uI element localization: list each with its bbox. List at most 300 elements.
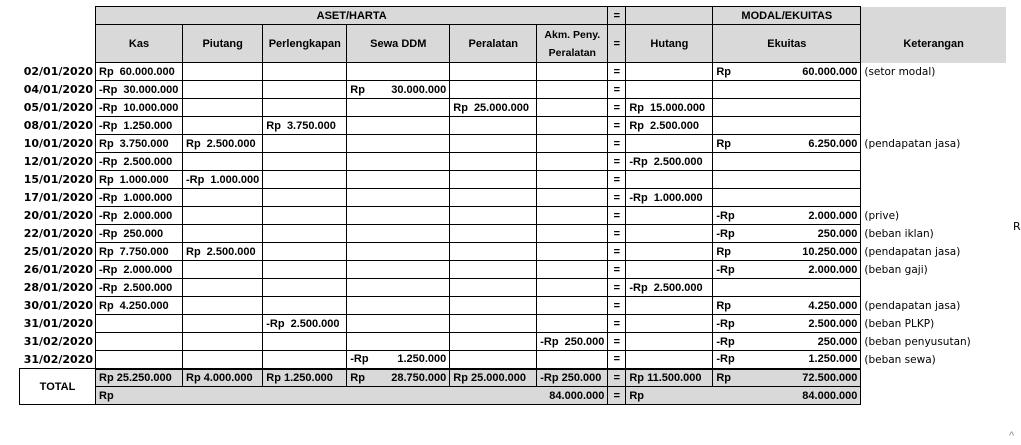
cell-sewa[interactable] [347, 279, 450, 297]
equals-cell: = [608, 333, 626, 351]
currency-label: Rp [99, 173, 114, 186]
row-date[interactable]: 31/02/2020 [23, 335, 93, 348]
currency-label: Rp [629, 119, 645, 132]
cell-hutang[interactable] [626, 315, 713, 333]
cell-ekuitas[interactable] [713, 171, 861, 189]
cell-akm[interactable] [537, 81, 608, 99]
row-date[interactable]: 31/02/2020 [23, 352, 93, 366]
cell-akm[interactable] [537, 351, 608, 369]
cell-perl[interactable] [263, 243, 347, 261]
cell-piutang[interactable] [183, 351, 263, 369]
cell-sewa[interactable] [347, 153, 450, 171]
equals-cell: = [608, 153, 626, 171]
cell-piutang[interactable] [183, 279, 263, 297]
row-note[interactable]: (beban iklan) [864, 227, 934, 240]
amount-value: 7.750.000 [119, 245, 169, 258]
cell-akm[interactable] [537, 153, 608, 171]
amount-value: 60.000.000 [119, 65, 175, 78]
cell-peralatan[interactable] [450, 135, 537, 153]
table-row [20, 351, 1006, 369]
grand-total-row [20, 387, 1006, 405]
amount-value: 250.000 [817, 227, 858, 240]
row-note[interactable]: (beban gaji) [864, 263, 928, 276]
currency-label: -Rp [629, 155, 648, 168]
cell-sewa[interactable] [347, 207, 450, 225]
cell-piutang[interactable] [183, 333, 263, 351]
cell-perl[interactable] [263, 99, 347, 117]
grand-total-assets[interactable] [96, 387, 608, 405]
equals-cell: = [608, 279, 626, 297]
total-hutang[interactable]: Rp 11.500.000 [626, 369, 713, 387]
cell-ekuitas[interactable] [713, 351, 861, 369]
amount-value: 2.000.000 [123, 209, 173, 222]
amount-value: 4.250.000 [808, 299, 858, 312]
cell-ekuitas[interactable] [713, 117, 861, 135]
currency-label: Rp [629, 101, 645, 114]
row-note[interactable]: (prive) [864, 209, 900, 222]
amount-value: 84.000.000 [802, 389, 858, 402]
cell-kas[interactable] [96, 351, 183, 369]
cell-akm[interactable] [537, 189, 608, 207]
amount-value: 1.250.000 [123, 119, 173, 132]
currency-label: Rp [186, 137, 201, 150]
cell-ekuitas[interactable] [713, 135, 861, 153]
currency-label: Rp [99, 245, 114, 258]
table-row [20, 243, 1006, 261]
cell-akm[interactable] [537, 63, 608, 81]
cell-peralatan[interactable] [450, 207, 537, 225]
table-row [20, 171, 1006, 189]
grand-total-equals[interactable]: = [608, 387, 626, 405]
cell-piutang[interactable] [183, 243, 263, 261]
col-piutang: Piutang [183, 25, 263, 63]
amount-value: 3.750.000 [286, 119, 336, 132]
col-hutang: Hutang [626, 25, 713, 63]
amount-value: 2.500.000 [206, 245, 256, 258]
cell-hutang[interactable] [626, 297, 713, 315]
cell-sewa[interactable] [347, 81, 450, 99]
col-akm-peny: Akm. Peny. Peralatan [537, 25, 608, 63]
cell-hutang[interactable] [626, 99, 713, 117]
amount-value: 15.000.000 [650, 101, 706, 114]
cell-akm[interactable] [537, 207, 608, 225]
cell-perl[interactable] [263, 225, 347, 243]
scroll-up-icon[interactable]: ^ [1009, 430, 1015, 442]
currency-label: -Rp [186, 173, 205, 186]
amount-value: 1.250.000 [808, 353, 858, 366]
row-note[interactable]: (beban sewa) [864, 353, 936, 366]
currency-label: -Rp [716, 335, 735, 348]
cell-peralatan[interactable] [450, 225, 537, 243]
cell-piutang[interactable] [183, 261, 263, 279]
cell-hutang[interactable] [626, 279, 713, 297]
cell-ekuitas[interactable] [713, 243, 861, 261]
row-date[interactable]: 17/01/2020 [23, 191, 93, 204]
row-date[interactable]: 05/01/2020 [23, 101, 93, 114]
amount-value: 2.500.000 [653, 155, 703, 168]
cell-ekuitas[interactable] [713, 261, 861, 279]
amount-value: 84.000.000 [549, 389, 605, 402]
modal-header: MODAL/EKUITAS [713, 7, 861, 25]
amount-value: 250.000 [564, 335, 605, 348]
row-note[interactable]: (pendapatan jasa) [864, 245, 961, 258]
cell-akm[interactable] [537, 243, 608, 261]
cell-hutang[interactable] [626, 117, 713, 135]
cell-kas[interactable] [96, 153, 183, 171]
cell-kas[interactable] [96, 243, 183, 261]
equals-cell: = [608, 171, 626, 189]
cell-piutang[interactable] [183, 315, 263, 333]
grand-total-liabilities-equity[interactable] [626, 387, 861, 405]
equals-cell: = [608, 261, 626, 279]
cell-kas[interactable] [96, 297, 183, 315]
equals-cell: = [608, 189, 626, 207]
cell-peralatan[interactable] [450, 81, 537, 99]
currency-label: -Rp [716, 317, 735, 330]
amount-value: 10.000.000 [123, 101, 179, 114]
cell-hutang[interactable] [626, 189, 713, 207]
cell-akm[interactable] [537, 297, 608, 315]
currency-label: Rp [99, 299, 114, 312]
currency-label: -Rp [99, 155, 118, 168]
cell-akm[interactable] [537, 171, 608, 189]
cell-perl[interactable] [263, 207, 347, 225]
total-equals[interactable]: = [608, 369, 626, 387]
currency-label: Rp [350, 83, 365, 96]
cell-peralatan[interactable] [450, 315, 537, 333]
cell-peralatan[interactable] [450, 279, 537, 297]
amount-value: 3.750.000 [119, 137, 169, 150]
total-kas[interactable]: Rp 25.250.000 [96, 369, 183, 387]
cell-hutang[interactable] [626, 171, 713, 189]
cell-peralatan[interactable] [450, 153, 537, 171]
row-date[interactable]: 02/01/2020 [23, 65, 93, 78]
table-row [20, 135, 1006, 153]
currency-label: -Rp [99, 101, 118, 114]
table-row [20, 315, 1006, 333]
row-note[interactable]: (pendapatan jasa) [864, 137, 961, 150]
amount-value: 1.000.000 [119, 173, 169, 186]
cell-ekuitas[interactable] [713, 333, 861, 351]
col-keterangan: Keterangan [861, 25, 1006, 63]
cell-sewa[interactable] [347, 135, 450, 153]
cell-sewa[interactable] [347, 261, 450, 279]
cell-akm[interactable] [537, 315, 608, 333]
currency-label: -Rp [99, 227, 118, 240]
currency-label: Rp [716, 65, 732, 78]
table-row [20, 297, 1006, 315]
row-note[interactable] [861, 81, 1006, 99]
currency-label: Rp [99, 137, 114, 150]
currency-label: Rp [99, 389, 114, 402]
currency-label: -Rp [99, 119, 118, 132]
row-date[interactable]: 08/01/2020 [23, 119, 93, 132]
cell-akm[interactable] [537, 135, 608, 153]
cell-akm[interactable] [537, 261, 608, 279]
cell-perl[interactable] [263, 171, 347, 189]
cell-peralatan[interactable] [450, 63, 537, 81]
row-date[interactable]: 15/01/2020 [23, 173, 93, 186]
amount-value: 250.000 [817, 335, 858, 348]
header-row-1 [20, 7, 1006, 25]
equals-cell: = [608, 351, 626, 369]
col-ekuitas: Ekuitas [713, 25, 861, 63]
cell-perl[interactable] [263, 297, 347, 315]
currency-label: -Rp [716, 353, 735, 366]
cell-peralatan[interactable] [450, 351, 537, 369]
cell-peralatan[interactable] [450, 243, 537, 261]
table-row [20, 225, 1006, 243]
currency-label: -Rp [540, 335, 559, 348]
cell-peralatan[interactable] [450, 189, 537, 207]
row-note[interactable] [861, 171, 1006, 189]
cell-kas[interactable] [96, 315, 183, 333]
row-note[interactable] [861, 99, 1006, 117]
header-row-2 [20, 25, 1006, 63]
row-note[interactable]: (beban PLKP) [864, 317, 935, 330]
cell-kas[interactable] [96, 135, 183, 153]
currency-label: -Rp [629, 191, 648, 204]
col-peralatan: Peralatan [450, 25, 537, 63]
row-date[interactable]: 31/01/2020 [23, 317, 93, 330]
row-date[interactable]: 22/01/2020 [23, 227, 93, 240]
cell-akm[interactable] [537, 333, 608, 351]
row-note[interactable] [861, 279, 1006, 297]
cell-hutang[interactable] [626, 261, 713, 279]
total-label: TOTAL [20, 369, 96, 405]
cell-sewa[interactable] [347, 171, 450, 189]
cell-kas[interactable] [96, 171, 183, 189]
col-kas: Kas [96, 25, 183, 63]
cell-ekuitas[interactable] [713, 81, 861, 99]
row-date[interactable]: 25/01/2020 [23, 245, 93, 258]
cell-sewa[interactable] [347, 99, 450, 117]
cell-perl[interactable] [263, 81, 347, 99]
cell-peralatan[interactable] [450, 297, 537, 315]
cell-kas[interactable] [96, 99, 183, 117]
amount-value: 4.250.000 [119, 299, 169, 312]
cell-ekuitas[interactable] [713, 153, 861, 171]
table-row [20, 207, 1006, 225]
cell-hutang[interactable] [626, 351, 713, 369]
cell-sewa[interactable] [347, 189, 450, 207]
cell-ekuitas[interactable] [713, 279, 861, 297]
cell-peralatan[interactable] [450, 261, 537, 279]
equals-header: = [608, 7, 626, 25]
row-date[interactable]: 10/01/2020 [23, 137, 93, 150]
table-row [20, 261, 1006, 279]
cell-perl[interactable] [263, 279, 347, 297]
currency-label: Rp [453, 101, 468, 114]
cell-piutang[interactable] [183, 297, 263, 315]
ledger-table [19, 6, 1006, 405]
equals-cell: = [608, 207, 626, 225]
row-note[interactable]: (pendapatan jasa) [864, 299, 961, 312]
total-ekuitas[interactable] [713, 369, 861, 387]
amount-value: 30.000.000 [391, 83, 447, 96]
amount-value: 2.500.000 [650, 119, 699, 132]
amount-value: 6.250.000 [808, 137, 858, 150]
stray-cell-text: R [1013, 220, 1021, 233]
row-note[interactable]: (setor modal) [864, 65, 936, 78]
currency-label: -Rp [716, 209, 735, 222]
row-date[interactable]: 30/01/2020 [23, 299, 93, 312]
total-sewa[interactable] [347, 369, 450, 387]
cell-perl[interactable] [263, 351, 347, 369]
amount-value: 2.500.000 [653, 281, 703, 294]
cell-sewa[interactable] [347, 351, 450, 369]
table-row [20, 99, 1006, 117]
cell-kas[interactable] [96, 279, 183, 297]
equals-cell: = [608, 225, 626, 243]
cell-peralatan[interactable] [450, 99, 537, 117]
cell-hutang[interactable] [626, 225, 713, 243]
cell-akm[interactable] [537, 99, 608, 117]
equals-cell: = [608, 99, 626, 117]
total-peralatan[interactable]: Rp 25.000.000 [450, 369, 537, 387]
cell-sewa[interactable] [347, 243, 450, 261]
cell-kas[interactable] [96, 189, 183, 207]
cell-piutang[interactable] [183, 171, 263, 189]
amount-value: 10.250.000 [802, 245, 858, 258]
amount-value: 2.500.000 [290, 317, 340, 330]
cell-kas[interactable] [96, 207, 183, 225]
cell-perl[interactable] [263, 153, 347, 171]
amount-value: 2.500.000 [808, 317, 858, 330]
cell-piutang[interactable] [183, 63, 263, 81]
cell-hutang[interactable] [626, 333, 713, 351]
col-perlengkapan: Perlengkapan [263, 25, 347, 63]
cell-kas[interactable] [96, 63, 183, 81]
cell-akm[interactable] [537, 117, 608, 135]
currency-label: -Rp [99, 83, 118, 96]
cell-hutang[interactable] [626, 153, 713, 171]
cell-sewa[interactable] [347, 225, 450, 243]
table-row [20, 117, 1006, 135]
cell-ekuitas[interactable] [713, 225, 861, 243]
cell-hutang[interactable] [626, 135, 713, 153]
cell-perl[interactable] [263, 63, 347, 81]
cell-hutang[interactable] [626, 81, 713, 99]
row-note[interactable]: (beban penyusutan) [864, 335, 971, 348]
cell-peralatan[interactable] [450, 171, 537, 189]
row-date[interactable]: 12/01/2020 [23, 155, 93, 168]
cell-piutang[interactable] [183, 225, 263, 243]
total-piutang[interactable]: Rp 4.000.000 [183, 369, 263, 387]
cell-perl[interactable] [263, 261, 347, 279]
amount-value: 1.000.000 [123, 191, 173, 204]
cell-perl[interactable] [263, 315, 347, 333]
cell-sewa[interactable] [347, 315, 450, 333]
cell-perl[interactable] [263, 333, 347, 351]
row-note[interactable] [861, 189, 1006, 207]
col-equals: = [608, 25, 626, 63]
cell-piutang[interactable] [183, 135, 263, 153]
currency-label: -Rp [99, 209, 118, 222]
currency-label: Rp [99, 65, 114, 78]
row-note[interactable] [861, 153, 1006, 171]
currency-label: -Rp [716, 263, 735, 276]
table-row [20, 279, 1006, 297]
cell-akm[interactable] [537, 225, 608, 243]
currency-label: Rp [350, 371, 365, 384]
equals-cell: = [608, 81, 626, 99]
cell-piutang[interactable] [183, 207, 263, 225]
cell-hutang[interactable] [626, 243, 713, 261]
table-row [20, 189, 1006, 207]
cell-kas[interactable] [96, 117, 183, 135]
equals-cell: = [608, 117, 626, 135]
equals-cell: = [608, 63, 626, 81]
cell-ekuitas[interactable] [713, 99, 861, 117]
currency-label: Rp [266, 119, 281, 132]
total-akm[interactable]: -Rp 250.000 [537, 369, 608, 387]
equals-cell: = [608, 297, 626, 315]
cell-ekuitas[interactable] [713, 207, 861, 225]
cell-sewa[interactable] [347, 63, 450, 81]
row-date[interactable]: 26/01/2020 [23, 263, 93, 276]
amount-value: 2.000.000 [808, 209, 858, 222]
row-note[interactable] [861, 117, 1006, 135]
table-row [20, 63, 1006, 81]
amount-value: 1.250.000 [397, 353, 447, 366]
amount-value: 2.500.000 [206, 137, 256, 150]
cell-ekuitas[interactable] [713, 63, 861, 81]
equals-cell: = [608, 135, 626, 153]
cell-kas[interactable] [96, 225, 183, 243]
cell-ekuitas[interactable] [713, 189, 861, 207]
cell-perl[interactable] [263, 117, 347, 135]
amount-value: 2.000.000 [808, 263, 858, 276]
cell-hutang[interactable] [626, 63, 713, 81]
cell-piutang[interactable] [183, 153, 263, 171]
cell-kas[interactable] [96, 81, 183, 99]
cell-sewa[interactable] [347, 297, 450, 315]
currency-label: Rp [716, 299, 732, 312]
total-perlengkapan[interactable]: Rp 1.250.000 [263, 369, 347, 387]
amount-value: 30.000.000 [123, 83, 179, 96]
row-date[interactable]: 28/01/2020 [23, 281, 93, 294]
row-date[interactable]: 20/01/2020 [23, 209, 93, 222]
amount-value: 2.500.000 [123, 155, 173, 168]
cell-perl[interactable] [263, 189, 347, 207]
amount-value: 2.000.000 [123, 263, 173, 276]
cell-piutang[interactable] [183, 117, 263, 135]
cell-ekuitas[interactable] [713, 315, 861, 333]
cell-sewa[interactable] [347, 117, 450, 135]
cell-sewa[interactable] [347, 333, 450, 351]
cell-kas[interactable] [96, 261, 183, 279]
total-row [20, 369, 1006, 387]
cell-akm[interactable] [537, 279, 608, 297]
amount-value: 25.000.000 [473, 101, 529, 114]
cell-perl[interactable] [263, 135, 347, 153]
currency-label: Rp [716, 371, 732, 384]
cell-kas[interactable] [96, 333, 183, 351]
amount-value: 60.000.000 [802, 65, 858, 78]
currency-label: Rp [716, 137, 732, 150]
aset-header: ASET/HARTA [96, 7, 608, 25]
cell-piutang[interactable] [183, 189, 263, 207]
row-date[interactable]: 04/01/2020 [23, 83, 93, 96]
cell-piutang[interactable] [183, 81, 263, 99]
cell-peralatan[interactable] [450, 333, 537, 351]
cell-piutang[interactable] [183, 99, 263, 117]
cell-hutang[interactable] [626, 207, 713, 225]
cell-peralatan[interactable] [450, 117, 537, 135]
currency-label: -Rp [99, 263, 118, 276]
cell-ekuitas[interactable] [713, 297, 861, 315]
